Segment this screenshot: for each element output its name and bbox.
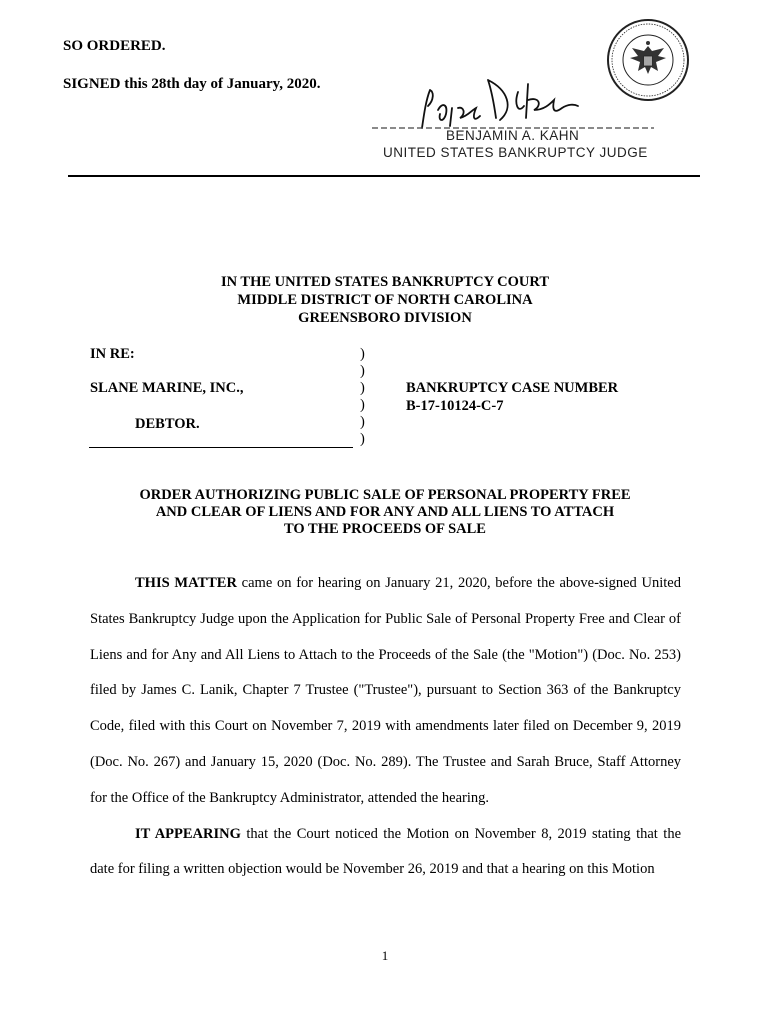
so-ordered-text: SO ORDERED. bbox=[63, 38, 166, 54]
paragraph-text: came on for hearing on January 21, 2020, before the above-signed United States Bankruptcy Judge upon the Application for Public Sale of Personal Property Free and Clear of Liens and for Any and All Liens to Attach to the Proceeds of the Sale (the "Motion") (Doc. No. 253) filed by James C. Lanik, Chapter 7 Trustee ("Trustee"), pursuant to Section 363 of the Bankruptcy Code, filed with this Court on November 7, 2019 with amendments later filed on December 9, 2019 (Doc. No. 267) and January 15, 2020 (Doc. No. 289). The Trustee and Sarah Bruce, Staff Attorney for the Office of the Bankruptcy Administrator, attended the hearing. bbox=[90, 575, 681, 806]
judge-title: UNITED STATES BANKRUPTCY JUDGE bbox=[383, 145, 648, 160]
caption-parentheses bbox=[360, 346, 365, 448]
paragraph-text: that the Court noticed the Motion on November 8, 2019 stating that the date for filing a written objection would be November 26, 2019 and that a hearing on this Motion bbox=[90, 825, 681, 878]
paragraph-it-appearing bbox=[90, 817, 681, 889]
order-title-line: AND CLEAR OF LIENS AND FOR ANY AND ALL LIENS TO ATTACH bbox=[155, 504, 615, 520]
caption-in-re: IN RE: bbox=[90, 346, 135, 362]
order-title-line: TO THE PROCEEDS OF SALE bbox=[284, 521, 486, 537]
court-division: GREENSBORO DIVISION bbox=[298, 310, 472, 326]
paren: ) bbox=[360, 380, 365, 396]
paragraph-lead: IT APPEARING bbox=[135, 825, 241, 842]
paren: ) bbox=[360, 363, 365, 379]
order-body bbox=[90, 566, 681, 888]
paren: ) bbox=[360, 431, 365, 447]
order-title-line: ORDER AUTHORIZING PUBLIC SALE OF PERSONAL PROPERTY FREE bbox=[139, 487, 631, 503]
paren: ) bbox=[360, 414, 365, 430]
caption-underline bbox=[89, 447, 353, 448]
order-title bbox=[0, 487, 770, 538]
page-number: 1 bbox=[381, 948, 389, 963]
caption-party: SLANE MARINE, INC., bbox=[90, 380, 244, 396]
caption-role: DEBTOR. bbox=[135, 416, 200, 432]
signed-date-text: SIGNED this 28th day of January, 2020. bbox=[63, 76, 321, 92]
paren: ) bbox=[360, 346, 365, 362]
case-number: B-17-10124-C-7 bbox=[406, 398, 504, 414]
case-number-label: BANKRUPTCY CASE NUMBER bbox=[406, 380, 619, 396]
paren: ) bbox=[360, 397, 365, 413]
court-district: MIDDLE DISTRICT OF NORTH CAROLINA bbox=[237, 292, 533, 308]
paragraph-this-matter bbox=[90, 566, 681, 817]
header-divider bbox=[68, 175, 700, 177]
court-name: IN THE UNITED STATES BANKRUPTCY COURT bbox=[220, 274, 550, 290]
paragraph-lead: THIS MATTER bbox=[135, 575, 237, 591]
judge-name: BENJAMIN A. KAHN bbox=[446, 128, 580, 143]
